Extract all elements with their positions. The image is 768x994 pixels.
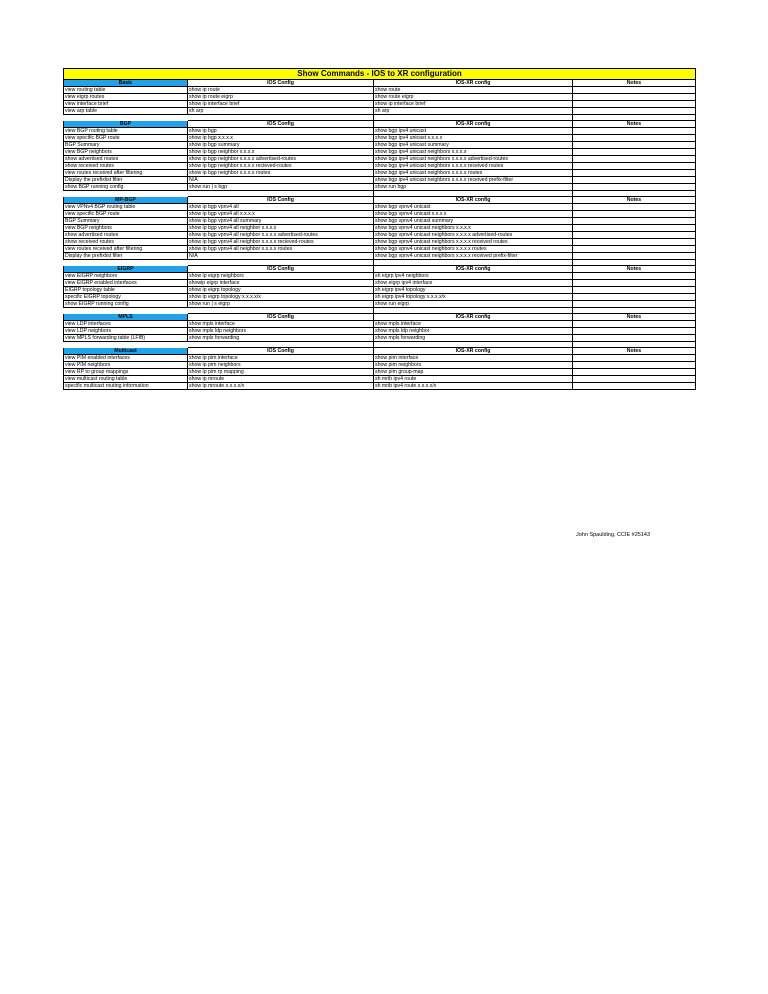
notes-cell xyxy=(573,321,696,328)
ios-command-cell: show ip bgp x.x.x.x xyxy=(188,135,374,142)
table-row xyxy=(63,362,696,369)
table-row xyxy=(63,149,696,156)
description-cell: view arp table xyxy=(63,108,188,115)
ios-command-cell: show ip mroute xyxy=(188,376,374,383)
table-row xyxy=(63,94,696,101)
notes-cell xyxy=(573,218,696,225)
notes-cell xyxy=(573,294,696,301)
ios-command-cell: show ip bgp vpnv4 all neighbor x.x.x.x recieved-routes xyxy=(188,239,374,246)
iosxr-command-cell: show bgp vpnv4 unicast x.x.x.x xyxy=(374,211,573,218)
table-row xyxy=(63,156,696,163)
ios-command-cell: show ip bgp vpnv4 all x.x.x.x xyxy=(188,211,374,218)
ios-command-cell: show mpls ldp neighbors xyxy=(188,328,374,335)
notes-cell xyxy=(573,204,696,211)
table-row xyxy=(63,383,696,390)
description-cell: view BGP routing table xyxy=(63,128,188,135)
notes-cell xyxy=(573,355,696,362)
iosxr-config-header: IOS-XR config xyxy=(374,80,573,87)
description-cell: show received routes xyxy=(63,163,188,170)
iosxr-command-cell: show bgp vpnv4 unicast summary xyxy=(374,218,573,225)
ios-command-cell: show ip bgp vpnv4 all neighbor x.x.x.x xyxy=(188,225,374,232)
table-row xyxy=(63,128,696,135)
iosxr-command-cell: show bgp vpnv4 unicast neighbors x.x.x.x received routes xyxy=(374,239,573,246)
ios-command-cell: show ip pim neighbors xyxy=(188,362,374,369)
description-cell: show EIGRP running config xyxy=(63,301,188,308)
notes-cell xyxy=(573,225,696,232)
section-header xyxy=(63,197,696,204)
notes-header: Notes xyxy=(573,80,696,87)
table-row xyxy=(63,170,696,177)
table-row xyxy=(63,321,696,328)
notes-cell xyxy=(573,94,696,101)
table-row xyxy=(63,211,696,218)
ios-config-header: IOS Config xyxy=(188,348,374,355)
ios-command-cell: show ip pim interface xyxy=(188,355,374,362)
description-cell: view routing table xyxy=(63,87,188,94)
section-header xyxy=(63,80,696,87)
iosxr-config-header: IOS-XR config xyxy=(374,314,573,321)
notes-header: Notes xyxy=(573,121,696,128)
iosxr-command-cell: show eigrp ipv4 interface xyxy=(374,280,573,287)
iosxr-command-cell: show mpls interface xyxy=(374,321,573,328)
table-row xyxy=(63,218,696,225)
ios-command-cell: N/A xyxy=(188,253,374,260)
description-cell: show advertised routes xyxy=(63,232,188,239)
iosxr-command-cell: sh mrib ipv4 route x.x.x.x/x xyxy=(374,383,573,390)
iosxr-command-cell: show bgp vpnv4 unicast xyxy=(374,204,573,211)
notes-cell xyxy=(573,335,696,342)
iosxr-config-header: IOS-XR config xyxy=(374,348,573,355)
notes-cell xyxy=(573,362,696,369)
table-row xyxy=(63,108,696,115)
table-row xyxy=(63,328,696,335)
ios-command-cell: show ip eigrp neighbors xyxy=(188,273,374,280)
iosxr-command-cell: show bgp vpnv4 unicast neighbors x.x.x.x xyxy=(374,225,573,232)
author-footer: John Spaulding, CCIE #25143 xyxy=(576,532,650,538)
notes-header: Notes xyxy=(573,197,696,204)
notes-cell xyxy=(573,184,696,191)
notes-cell xyxy=(573,128,696,135)
description-cell: view BGP neighbors xyxy=(63,225,188,232)
notes-cell xyxy=(573,149,696,156)
description-cell: view PIM neighbors xyxy=(63,362,188,369)
notes-cell xyxy=(573,108,696,115)
notes-cell xyxy=(573,163,696,170)
notes-cell xyxy=(573,273,696,280)
table-row xyxy=(63,142,696,149)
iosxr-command-cell: show pim group-map xyxy=(374,369,573,376)
notes-cell xyxy=(573,328,696,335)
ios-command-cell: show ip interface brief xyxy=(188,101,374,108)
ios-config-header: IOS Config xyxy=(188,197,374,204)
iosxr-command-cell: sh mrib ipv4 route xyxy=(374,376,573,383)
ios-command-cell: show ip route xyxy=(188,87,374,94)
table-row xyxy=(63,355,696,362)
table-row xyxy=(63,177,696,184)
iosxr-command-cell: show run bgp xyxy=(374,184,573,191)
ios-command-cell: show ip bgp vpnv4 all xyxy=(188,204,374,211)
section-name: MPLS xyxy=(63,314,188,321)
ios-command-cell: show run | s eigrp xyxy=(188,301,374,308)
description-cell: view specific BGP route xyxy=(63,211,188,218)
table-row xyxy=(63,101,696,108)
ios-command-cell: show ip bgp vpnv4 all neighbor x.x.x.x routes xyxy=(188,246,374,253)
description-cell: view EIGRP neighbors xyxy=(63,273,188,280)
notes-cell xyxy=(573,232,696,239)
iosxr-command-cell: show bgp ipv4 unicast neighbors x.x.x.x xyxy=(374,149,573,156)
description-cell: view RP to group mappings xyxy=(63,369,188,376)
notes-cell xyxy=(573,301,696,308)
sheet-body xyxy=(63,80,696,390)
ios-command-cell: N/A xyxy=(188,177,374,184)
ios-command-cell: show ip bgp neighbor x.x.x.x recieved-routes xyxy=(188,163,374,170)
notes-cell xyxy=(573,369,696,376)
sheet-title: Show Commands - IOS to XR configuration xyxy=(63,68,696,80)
table-row xyxy=(63,246,696,253)
description-cell: BGP Summary xyxy=(63,218,188,225)
description-cell: view BGP neighbors xyxy=(63,149,188,156)
iosxr-command-cell: show bgp ipv4 unicast x.x.x.x xyxy=(374,135,573,142)
description-cell: EIGRP topology table xyxy=(63,287,188,294)
notes-cell xyxy=(573,287,696,294)
iosxr-config-header: IOS-XR config xyxy=(374,197,573,204)
table-row xyxy=(63,369,696,376)
notes-cell xyxy=(573,156,696,163)
description-cell: show received routes xyxy=(63,239,188,246)
description-cell: view eigrp routes xyxy=(63,94,188,101)
notes-header: Notes xyxy=(573,314,696,321)
table-row xyxy=(63,204,696,211)
notes-cell xyxy=(573,376,696,383)
description-cell: show advertised routes xyxy=(63,156,188,163)
ios-command-cell: show run | s bgp xyxy=(188,184,374,191)
iosxr-command-cell: show route eigrp xyxy=(374,94,573,101)
description-cell: show BGP running config xyxy=(63,184,188,191)
table-row xyxy=(63,273,696,280)
description-cell: view specific BGP route xyxy=(63,135,188,142)
notes-cell xyxy=(573,246,696,253)
description-cell: view routes received after filtering xyxy=(63,246,188,253)
table-row xyxy=(63,232,696,239)
description-cell: view routes received after filtering xyxy=(63,170,188,177)
ios-command-cell: show ip bgp vpnv4 all neighbor x.x.x.x advertised-routes xyxy=(188,232,374,239)
iosxr-command-cell: show bgp ipv4 unicast neighbors x.x.x.x received prefix-filter xyxy=(374,177,573,184)
iosxr-command-cell: show bgp vpnv4 unicast neighbors x.x.x.x routes xyxy=(374,246,573,253)
section-name: BGP xyxy=(63,121,188,128)
section-header xyxy=(63,121,696,128)
notes-cell xyxy=(573,135,696,142)
iosxr-command-cell: show pim neighbors xyxy=(374,362,573,369)
notes-cell xyxy=(573,280,696,287)
ios-command-cell: show ip pim rp mapping xyxy=(188,369,374,376)
description-cell: view LDP interfaces xyxy=(63,321,188,328)
section-header xyxy=(63,348,696,355)
description-cell: BGP Summary xyxy=(63,142,188,149)
ios-command-cell: showip eigrp interface xyxy=(188,280,374,287)
table-row xyxy=(63,239,696,246)
description-cell: view LDP neighbors xyxy=(63,328,188,335)
ios-config-header: IOS Config xyxy=(188,121,374,128)
description-cell: specific EIGRP topology xyxy=(63,294,188,301)
iosxr-command-cell: show mpls forwarding xyxy=(374,335,573,342)
ios-command-cell: show ip bgp xyxy=(188,128,374,135)
description-cell: view MPLS forwarding table (LFIB) xyxy=(63,335,188,342)
ios-command-cell: show ip mroute x.x.x.x/x xyxy=(188,383,374,390)
iosxr-command-cell: sh arp xyxy=(374,108,573,115)
description-cell: specific multicast routing information xyxy=(63,383,188,390)
iosxr-command-cell: show ip interface brief xyxy=(374,101,573,108)
iosxr-command-cell: show bgp ipv4 unicast summary xyxy=(374,142,573,149)
table-row xyxy=(63,135,696,142)
ios-command-cell: show ip bgp neighbor x.x.x.x routes xyxy=(188,170,374,177)
section-name: Basic xyxy=(63,80,188,87)
ios-config-header: IOS Config xyxy=(188,266,374,273)
iosxr-command-cell: show bgp ipv4 unicast neighbors x.x.x.x routes xyxy=(374,170,573,177)
iosxr-command-cell: show pim interface xyxy=(374,355,573,362)
table-row xyxy=(63,225,696,232)
description-cell: view interface brief xyxy=(63,101,188,108)
ios-command-cell: show ip bgp neighbor x.x.x.x advertised-routes xyxy=(188,156,374,163)
ios-command-cell: show mpls forwarding xyxy=(188,335,374,342)
notes-cell xyxy=(573,142,696,149)
description-cell: view PIM enabled interfaces xyxy=(63,355,188,362)
iosxr-config-header: IOS-XR config xyxy=(374,121,573,128)
notes-header: Notes xyxy=(573,266,696,273)
iosxr-command-cell: show mpls ldp neighbor xyxy=(374,328,573,335)
table-row xyxy=(63,294,696,301)
iosxr-command-cell: show bgp vpnv4 unicast neighbors x.x.x.x advertised-routes xyxy=(374,232,573,239)
iosxr-command-cell: show bgp ipv4 unicast neighbors x.x.x.x received routes xyxy=(374,163,573,170)
description-cell: view EIGRP enabled interfaces xyxy=(63,280,188,287)
iosxr-command-cell: show run eigrp xyxy=(374,301,573,308)
ios-command-cell: show ip eigrp topology xyxy=(188,287,374,294)
notes-cell xyxy=(573,211,696,218)
section-header xyxy=(63,314,696,321)
iosxr-command-cell: sh eigrp ipv4 topology xyxy=(374,287,573,294)
notes-header: Notes xyxy=(573,348,696,355)
iosxr-command-cell: show bgp vpnv4 unicast neighbors x.x.x.x received prefix-filter xyxy=(374,253,573,260)
ios-command-cell: show ip route eigrp xyxy=(188,94,374,101)
ios-config-header: IOS Config xyxy=(188,80,374,87)
description-cell: Display the prefixlist filter xyxy=(63,253,188,260)
notes-cell xyxy=(573,383,696,390)
iosxr-command-cell: show bgp ipv4 unicast xyxy=(374,128,573,135)
section-header xyxy=(63,266,696,273)
table-row xyxy=(63,163,696,170)
ios-command-cell: show ip bgp vpnv4 all summary xyxy=(188,218,374,225)
notes-cell xyxy=(573,170,696,177)
table-row xyxy=(63,253,696,260)
section-name: Multicast xyxy=(63,348,188,355)
ios-config-header: IOS Config xyxy=(188,314,374,321)
spreadsheet xyxy=(63,68,696,390)
notes-cell xyxy=(573,239,696,246)
ios-command-cell: show ip bgp summary xyxy=(188,142,374,149)
ios-command-cell: show ip bgp neighbor x.x.x.x xyxy=(188,149,374,156)
table-row xyxy=(63,376,696,383)
iosxr-config-header: IOS-XR config xyxy=(374,266,573,273)
iosxr-command-cell: sh eigrp ipv4 neighbors xyxy=(374,273,573,280)
description-cell: Display the prefixlist filter xyxy=(63,177,188,184)
iosxr-command-cell: show route xyxy=(374,87,573,94)
ios-command-cell: show ip eigrp topology x.x.x.x/x xyxy=(188,294,374,301)
notes-cell xyxy=(573,101,696,108)
table-row xyxy=(63,87,696,94)
ios-command-cell: sh arp xyxy=(188,108,374,115)
table-row xyxy=(63,184,696,191)
description-cell: view VPNv4 BGP routing table xyxy=(63,204,188,211)
section-name: EIGRP xyxy=(63,266,188,273)
table-row xyxy=(63,287,696,294)
description-cell: view multicast routing table xyxy=(63,376,188,383)
notes-cell xyxy=(573,253,696,260)
section-name: MP-BGP xyxy=(63,197,188,204)
notes-cell xyxy=(573,177,696,184)
iosxr-command-cell: sh eigrp ipv4 topology x.x.x.x/x xyxy=(374,294,573,301)
table-row xyxy=(63,301,696,308)
notes-cell xyxy=(573,87,696,94)
ios-command-cell: show mpls interface xyxy=(188,321,374,328)
table-row xyxy=(63,280,696,287)
table-row xyxy=(63,335,696,342)
iosxr-command-cell: show bgp ipv4 unicast neighbors x.x.x.x advertised-routes xyxy=(374,156,573,163)
